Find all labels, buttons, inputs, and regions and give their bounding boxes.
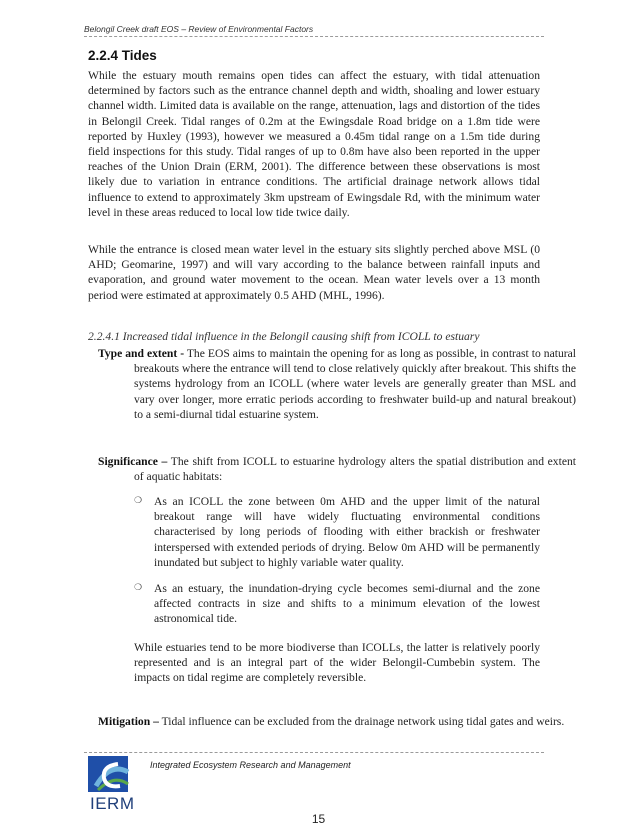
list-item (134, 494, 540, 570)
significance-label: Significance – (98, 455, 168, 468)
bullet-icon: ❍ (134, 496, 143, 506)
organisation-name: Integrated Ecosystem Research and Management (150, 760, 351, 770)
paragraph-closed-entrance: While the entrance is closed mean water level in the estuary sits slightly perched above MSL (0 AHD; Geomarine, 1997) and will vary according to the balance between rainfall inputs and evaporation, and ground water movement to the ocean. Mean water levels over a 13 month period were estimated at approximately 0.5 AHD (MHL, 1996). (88, 243, 540, 302)
type-and-extent-text: The EOS aims to maintain the opening for as long as possible, in contrast to natural breakouts where the entrance will tend to close relatively quickly after breakout. This shifts the systems hydrology from an ICOLL (where water levels are generally greater than MSL and vary over longer, more erratic periods according to freshwater build-up and natural breakout) to a semi-diurnal tidal estuarine system. (134, 347, 576, 421)
mitigation-text: Tidal influence can be excluded from the drainage network using tidal gates and weirs. (158, 715, 565, 728)
header-rule (84, 36, 544, 37)
type-and-extent-paragraph (98, 346, 576, 422)
significance-paragraph (98, 454, 576, 484)
paragraph-tidal-attenuation: While the estuary mouth remains open tides can affect the estuary, with tidal attenuation determined by factors such as the entrance channel depth and width, shoaling and lower estuary channel width. Limited data is available on the range, attenuation, lags and distortion of the tides in Belongil Creek. Tidal ranges of 0.2m at the Ewingsdale Road bridge on a 1.8m tide were reported by Huxley (1993), however we measured a 0.45m tidal range on a 1.5m tide during field inspections for this study. Tidal ranges of up to 0.8m have also been reported in the upper reaches of the Union Drain (ERM, 2001). The difference between these observations is most likely due to variation in entrance conditions. The artificial drainage network allows tidal influence to extend to approximately 3km upstream of Ewingsdale Rd, with the minimum water level in these areas reduced to local low tide twice daily. (88, 69, 540, 219)
running-header: Belongil Creek draft EOS – Review of Environmental Factors (84, 24, 314, 34)
logo-text: IERM (90, 794, 135, 813)
mitigation-label: Mitigation – (98, 715, 159, 728)
list-item (134, 581, 540, 627)
subsection-title: 2.2.4.1 Increased tidal influence in the Belongil causing shift from ICOLL to estuary (88, 330, 480, 343)
significance-bullet-list (134, 494, 540, 638)
footer-rule (84, 752, 544, 753)
page-number: 15 (311, 812, 326, 826)
section-title: 2.2.4 Tides (88, 48, 157, 63)
bullet-text-icoll: As an ICOLL the zone between 0m AHD and the upper limit of the natural breakout range will have widely fluctuating environmental conditions characterised by long periods of flooding with either brackish or freshwater interspersed with extended periods of drying. Below 0m AHD will be permanently inundated but subject to highly variable water quality. (154, 495, 540, 569)
mitigation-paragraph (98, 714, 576, 729)
bullet-icon: ❍ (134, 583, 143, 594)
significance-text: The shift from ICOLL to estuarine hydrology alters the spatial distribution and extent of aquatic habitats: (134, 455, 576, 484)
bullet-text-estuary: As an estuary, the inundation-drying cycle becomes semi-diurnal and the zone affected contracts in size and shifts to a minimum elevation of the lowest astronomical tide. (154, 582, 540, 626)
significance-closing-paragraph: While estuaries tend to be more biodiverse than ICOLLs, the latter is relatively poorly represented and is an integral part of the wider Belongil-Cumbebin system. The impacts on tidal regime are completely reversible. (134, 641, 540, 685)
type-and-extent-label: Type and extent - (98, 347, 185, 360)
